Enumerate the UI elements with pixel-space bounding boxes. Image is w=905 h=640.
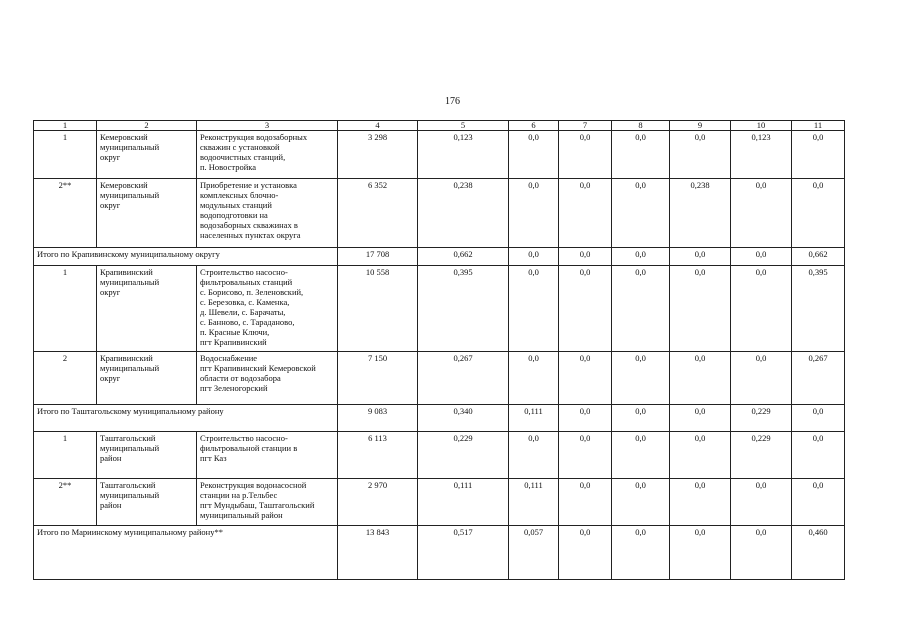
value-cell: 0,0: [559, 479, 612, 526]
header-cell: 6: [509, 121, 559, 131]
value-cell: 0,0: [612, 179, 670, 248]
header-cell: 1: [34, 121, 97, 131]
value-cell: 0,517: [418, 526, 509, 580]
value-cell: 0,0: [612, 479, 670, 526]
value-cell: 6 352: [338, 179, 418, 248]
description-cell: Приобретение и установка комплексных блочно- модульных станций водоподготовки на водозаборных скважинах в населенных пунктах округа: [197, 179, 338, 248]
value-cell: 0,0: [731, 248, 792, 266]
value-cell: 0,0: [670, 131, 731, 179]
row-number: 1: [34, 432, 97, 479]
value-cell: 0,0: [612, 405, 670, 432]
row-number: 1: [34, 266, 97, 352]
description-cell: Строительство насосно- фильтровальных станций с. Борисово, п. Зеленовский, с. Березовка, с. Каменка, д. Шевели, с. Барачаты, с. Банново, с. Тараданово, п. Красные Ключи, пгт Крапивинский: [197, 266, 338, 352]
value-cell: 0,0: [559, 352, 612, 405]
value-cell: 0,0: [559, 432, 612, 479]
value-cell: 0,0: [559, 248, 612, 266]
value-cell: 0,0: [731, 266, 792, 352]
value-cell: 0,0: [612, 526, 670, 580]
value-cell: 0,460: [792, 526, 845, 580]
value-cell: 0,0: [670, 248, 731, 266]
value-cell: 0,0: [612, 131, 670, 179]
total-row: [34, 248, 845, 266]
district-cell: Крапивинский муниципальный округ: [97, 266, 197, 352]
value-cell: 0,123: [418, 131, 509, 179]
data-table: [33, 120, 845, 580]
row-number: 2: [34, 352, 97, 405]
value-cell: 0,0: [670, 352, 731, 405]
header-cell: 3: [197, 121, 338, 131]
value-cell: 0,0: [731, 352, 792, 405]
header-cell: 9: [670, 121, 731, 131]
description-cell: Строительство насосно- фильтровальной станции в пгт Каз: [197, 432, 338, 479]
value-cell: 0,0: [792, 179, 845, 248]
description-cell: Реконструкция водонасосной станции на р.Тельбес пгт Мундыбаш, Таштагольский муниципальный район: [197, 479, 338, 526]
header-cell: 8: [612, 121, 670, 131]
value-cell: 0,0: [509, 131, 559, 179]
value-cell: 0,395: [418, 266, 509, 352]
value-cell: 0,238: [670, 179, 731, 248]
value-cell: 0,0: [509, 352, 559, 405]
value-cell: 0,0: [612, 248, 670, 266]
value-cell: 0,0: [612, 266, 670, 352]
value-cell: 0,0: [731, 526, 792, 580]
row-number: 2**: [34, 479, 97, 526]
value-cell: 0,0: [792, 405, 845, 432]
value-cell: 0,0: [670, 479, 731, 526]
description-cell: Водоснабжение пгт Крапивинский Кемеровской области от водозабора пгт Зеленогорский: [197, 352, 338, 405]
value-cell: 13 843: [338, 526, 418, 580]
district-cell: Таштагольский муниципальный район: [97, 479, 197, 526]
value-cell: 0,340: [418, 405, 509, 432]
total-label: Итого по Таштагольскому муниципальному району: [34, 405, 338, 432]
value-cell: 0,0: [731, 479, 792, 526]
district-cell: Крапивинский муниципальный округ: [97, 352, 197, 405]
value-cell: 0,0: [509, 266, 559, 352]
value-cell: 0,0: [792, 479, 845, 526]
value-cell: 0,395: [792, 266, 845, 352]
header-cell: 7: [559, 121, 612, 131]
value-cell: 2 970: [338, 479, 418, 526]
value-cell: 0,0: [612, 352, 670, 405]
value-cell: 0,0: [559, 266, 612, 352]
description-cell: Реконструкция водозаборных скважин с установкой водоочистных станций, п. Новостройка: [197, 131, 338, 179]
value-cell: 0,0: [670, 432, 731, 479]
value-cell: 0,267: [418, 352, 509, 405]
value-cell: 0,229: [418, 432, 509, 479]
table-row: [34, 432, 845, 479]
header-cell: 5: [418, 121, 509, 131]
header-row: [34, 121, 845, 131]
value-cell: 0,0: [670, 266, 731, 352]
header-cell: 11: [792, 121, 845, 131]
value-cell: 0,0: [559, 405, 612, 432]
value-cell: 0,238: [418, 179, 509, 248]
value-cell: 0,267: [792, 352, 845, 405]
header-cell: 4: [338, 121, 418, 131]
value-cell: 17 708: [338, 248, 418, 266]
value-cell: 0,0: [559, 526, 612, 580]
value-cell: 0,0: [509, 179, 559, 248]
value-cell: 0,662: [418, 248, 509, 266]
value-cell: 0,123: [731, 131, 792, 179]
value-cell: 0,0: [559, 179, 612, 248]
value-cell: 0,0: [612, 432, 670, 479]
value-cell: 0,0: [559, 131, 612, 179]
value-cell: 0,0: [792, 131, 845, 179]
value-cell: 0,0: [731, 179, 792, 248]
value-cell: 0,0: [670, 405, 731, 432]
total-label: Итого по Мариинскому муниципальному району**: [34, 526, 338, 580]
table-row: [34, 179, 845, 248]
value-cell: 0,0: [670, 526, 731, 580]
page-number: 176: [445, 96, 460, 107]
value-cell: 0,662: [792, 248, 845, 266]
value-cell: 0,0: [509, 432, 559, 479]
value-cell: 0,229: [731, 432, 792, 479]
value-cell: 0,0: [509, 248, 559, 266]
table-row: [34, 479, 845, 526]
district-cell: Кемеровский муниципальный округ: [97, 179, 197, 248]
row-number: 2**: [34, 179, 97, 248]
value-cell: 0,111: [418, 479, 509, 526]
total-row: [34, 405, 845, 432]
header-cell: 10: [731, 121, 792, 131]
value-cell: 0,229: [731, 405, 792, 432]
row-number: 1: [34, 131, 97, 179]
value-cell: 0,111: [509, 479, 559, 526]
value-cell: 9 083: [338, 405, 418, 432]
total-label: Итого по Крапивинскому муниципальному округу: [34, 248, 338, 266]
district-cell: Кемеровский муниципальный округ: [97, 131, 197, 179]
value-cell: 0,0: [792, 432, 845, 479]
table-row: [34, 352, 845, 405]
value-cell: 10 558: [338, 266, 418, 352]
header-cell: 2: [97, 121, 197, 131]
value-cell: 0,111: [509, 405, 559, 432]
value-cell: 3 298: [338, 131, 418, 179]
district-cell: Таштагольский муниципальный район: [97, 432, 197, 479]
total-row: [34, 526, 845, 580]
value-cell: 0,057: [509, 526, 559, 580]
table-row: [34, 131, 845, 179]
value-cell: 6 113: [338, 432, 418, 479]
value-cell: 7 150: [338, 352, 418, 405]
table-row: [34, 266, 845, 352]
table-body: [34, 121, 845, 580]
